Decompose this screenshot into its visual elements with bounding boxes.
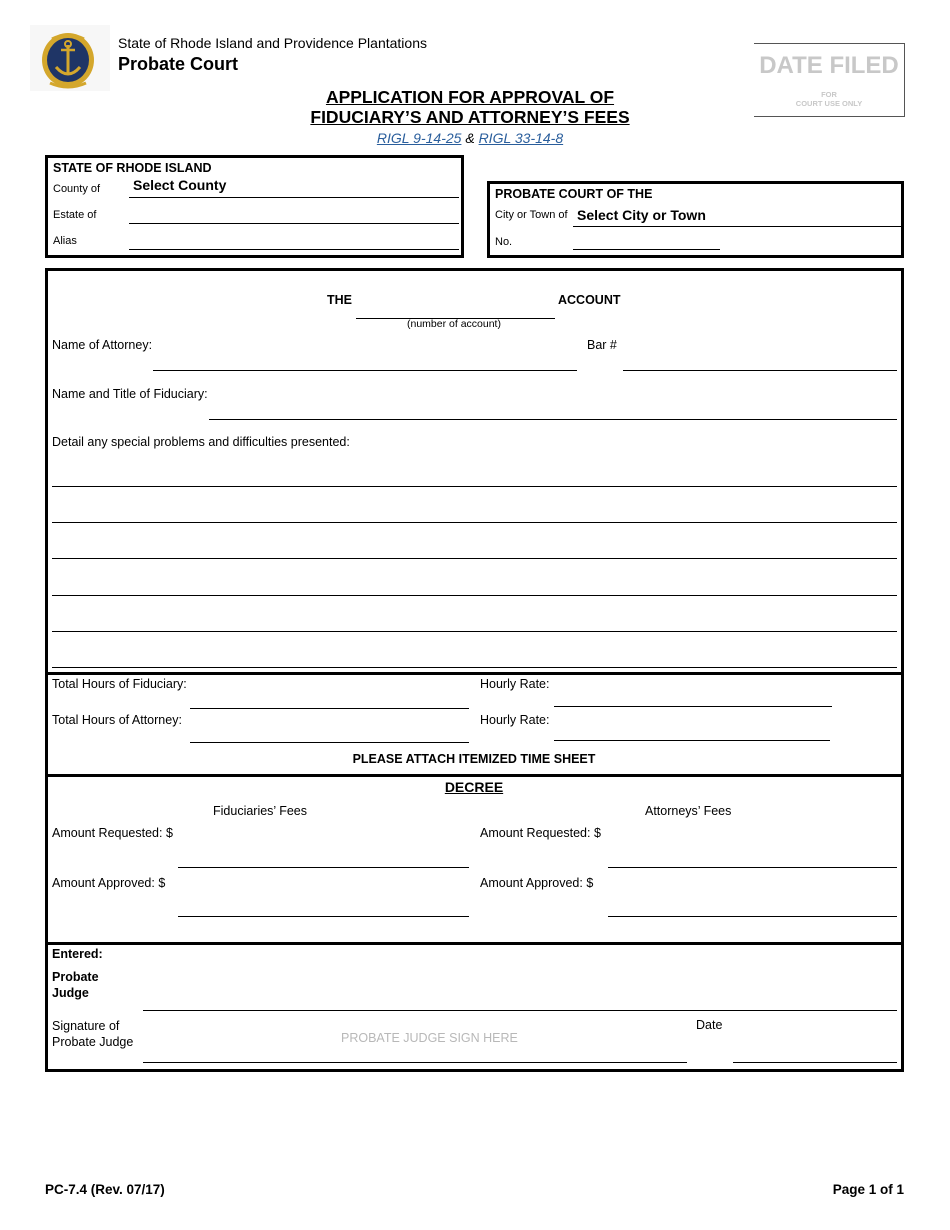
- detail-line-6[interactable]: [52, 667, 897, 668]
- detail-line-4[interactable]: [52, 595, 897, 596]
- probate-judge-label: [52, 969, 99, 1001]
- fiduciary-amount-approved-field[interactable]: [178, 916, 469, 917]
- county-select[interactable]: Select County: [133, 177, 227, 193]
- attorney-amount-requested-field[interactable]: [608, 867, 897, 868]
- city-town-select[interactable]: Select City or Town: [577, 207, 706, 223]
- detail-line-2[interactable]: [52, 522, 897, 523]
- state-name: State of Rhode Island and Providence Plantations: [118, 35, 427, 51]
- alias-field[interactable]: [129, 249, 459, 250]
- bar-number-label: Bar #: [587, 338, 617, 352]
- section-divider-decree: [45, 774, 903, 777]
- fiduciary-amount-requested-label: Amount Requested: $: [52, 826, 173, 840]
- attorney-hours-label: Total Hours of Attorney:: [52, 713, 182, 727]
- page-number: Page 1 of 1: [832, 1182, 904, 1197]
- rigl-33-14-8-link[interactable]: RIGL 33-14-8: [478, 130, 564, 146]
- bar-number-field[interactable]: [623, 370, 897, 371]
- section-divider-entered: [45, 942, 903, 945]
- probate-court-heading: PROBATE COURT OF THE: [495, 187, 653, 201]
- detail-line-3[interactable]: [52, 558, 897, 559]
- attorney-name-label: Name of Attorney:: [52, 338, 153, 352]
- court-use-line1: FOR: [821, 90, 837, 99]
- attorney-amount-approved-label: Amount Approved: $: [480, 876, 594, 890]
- attorney-hourly-rate-label: Hourly Rate:: [480, 713, 550, 727]
- county-label: County of: [53, 183, 101, 195]
- ampersand: &: [461, 130, 479, 146]
- state-heading: STATE OF RHODE ISLAND: [53, 161, 212, 175]
- court-use-line2: COURT USE ONLY: [795, 99, 863, 108]
- probate-court-box: [487, 181, 904, 258]
- attorney-amount-approved-field[interactable]: [608, 916, 897, 917]
- number-of-account-hint: (number of account): [407, 318, 501, 330]
- attorney-hourly-rate-field[interactable]: [554, 740, 830, 741]
- account-label: ACCOUNT: [558, 293, 621, 307]
- signature-label: [52, 1018, 133, 1050]
- state-caption-box: [45, 155, 464, 258]
- fiduciary-hourly-rate-field[interactable]: [554, 706, 832, 707]
- attorney-name-field[interactable]: [153, 370, 577, 371]
- alias-label: Alias: [53, 235, 77, 247]
- rigl-9-14-25-link[interactable]: RIGL 9-14-25: [376, 130, 462, 146]
- fiduciary-name-field[interactable]: [209, 419, 897, 420]
- case-no-label: No.: [495, 236, 513, 248]
- form-title-line2: FIDUCIARY’S AND ATTORNEY’S FEES: [310, 107, 630, 127]
- probate-judge-line2: Judge: [52, 986, 89, 1000]
- attorneys-fees-heading: Attorneys’ Fees: [645, 804, 732, 818]
- estate-label: Estate of: [53, 209, 97, 221]
- decree-heading: DECREE: [444, 779, 504, 795]
- form-id: PC-7.4 (Rev. 07/17): [45, 1182, 165, 1197]
- the-label: THE: [327, 293, 352, 307]
- detail-line-5[interactable]: [52, 631, 897, 632]
- detail-line-1[interactable]: [52, 486, 897, 487]
- case-number-field[interactable]: [573, 249, 720, 250]
- judge-signature-field[interactable]: [143, 1062, 687, 1063]
- fiduciary-amount-requested-field[interactable]: [178, 867, 469, 868]
- fiduciary-name-label: Name and Title of Fiduciary:: [52, 387, 208, 401]
- fiduciary-hourly-rate-label: Hourly Rate:: [480, 677, 550, 691]
- fiduciary-hours-label: Total Hours of Fiduciary:: [52, 677, 187, 691]
- judge-sign-here-hint[interactable]: PROBATE JUDGE SIGN HERE: [341, 1031, 518, 1045]
- date-filed-box: [754, 43, 905, 117]
- estate-of-field[interactable]: [129, 223, 459, 224]
- fiduciary-amount-approved-label: Amount Approved: $: [52, 876, 166, 890]
- date-label: Date: [696, 1018, 723, 1032]
- city-line: [573, 226, 902, 227]
- attorney-hours-field[interactable]: [190, 742, 469, 743]
- county-line: [129, 197, 459, 198]
- date-filed-label: DATE FILED: [759, 52, 899, 79]
- entered-label: Entered:: [52, 947, 103, 961]
- rhode-island-seal-logo: [30, 25, 110, 91]
- attach-time-sheet-note: PLEASE ATTACH ITEMIZED TIME SHEET: [352, 752, 596, 766]
- statute-references: [250, 130, 690, 146]
- probate-judge-line1: Probate: [52, 970, 99, 984]
- attorney-amount-requested-label: Amount Requested: $: [480, 826, 601, 840]
- signature-line1: Signature of: [52, 1019, 120, 1033]
- entered-by-field[interactable]: [143, 1010, 897, 1011]
- city-label: City or Town of: [495, 209, 568, 221]
- court-use-only-note: [754, 90, 904, 108]
- fiduciary-hours-field[interactable]: [190, 708, 469, 709]
- court-name: Probate Court: [118, 54, 239, 74]
- form-title-line1: APPLICATION FOR APPROVAL OF: [325, 87, 615, 107]
- signature-line2: Probate Judge: [52, 1035, 134, 1049]
- signature-date-field[interactable]: [733, 1062, 897, 1063]
- fiduciaries-fees-heading: Fiduciaries’ Fees: [213, 804, 308, 818]
- special-problems-label: Detail any special problems and difficulties presented:: [52, 435, 350, 449]
- section-divider-hours: [45, 672, 903, 675]
